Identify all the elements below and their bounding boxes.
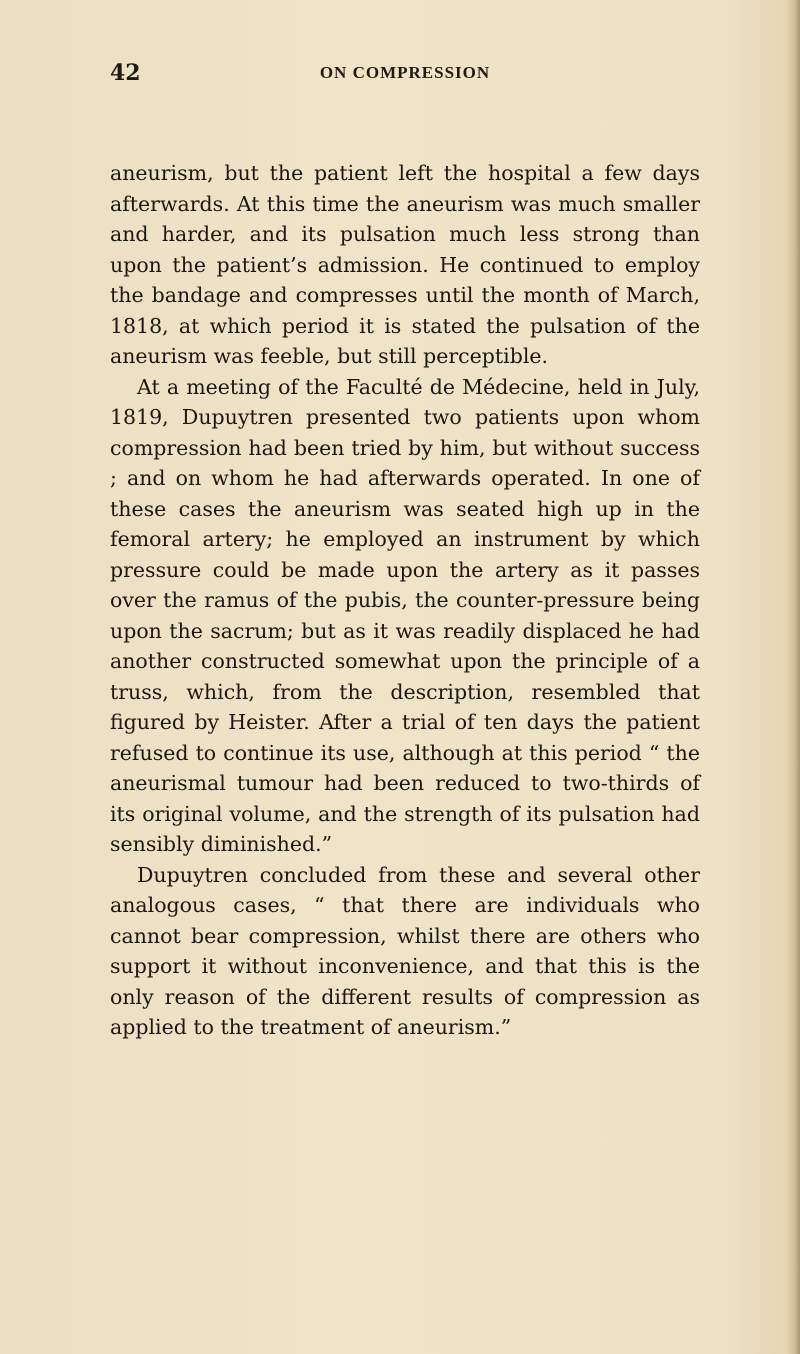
page-edge-shadow	[786, 0, 800, 1354]
running-title: ON COMPRESSION	[319, 63, 491, 82]
body-text	[110, 158, 700, 1043]
page-header	[110, 60, 700, 94]
paragraph-continuation: aneurism, but the patient left the hospital a few days afterwards. At this time the aneurism was much smaller and harder, and its pulsation much less strong than upon the patient’s admission. He continued to employ the bandage and compresses until the month of March, 1818, at which period it is stated the pulsation of the aneurism was feeble, but still perceptible.	[110, 161, 700, 368]
page-number: 42	[110, 60, 141, 86]
paragraph-faculte-meeting: At a meeting of the Faculté de Médecine, held in July, 1819, Dupuytren presented two patients upon whom compression had been tried by him, but without success ; and on whom he had afterwards operated. In one of these cases the aneurism was seated high up in the femoral artery; he employed an instrument by which pressure could be made upon the artery as it passes over the ramus of the pubis, the counter-pressure being upon the sacrum; but as it was readily displaced he had another constructed somewhat upon the principle of a truss, which, from the description, resembled that figured by Heister. After a trial of ten days the patient refused to continue its use, although at this period “ the aneurismal tumour had been reduced to two-thirds of its original volume, and the strength of its pulsation had sensibly diminished.”	[110, 374, 700, 856]
paragraph-dupuytren-conclusion: Dupuytren concluded from these and several other analogous cases, “ that there are individuals who cannot bear compression, whilst there are others who support it without inconvenience, and that this is the only reason of the different results of compression as applied to the treatment of aneurism.”	[110, 862, 700, 1039]
